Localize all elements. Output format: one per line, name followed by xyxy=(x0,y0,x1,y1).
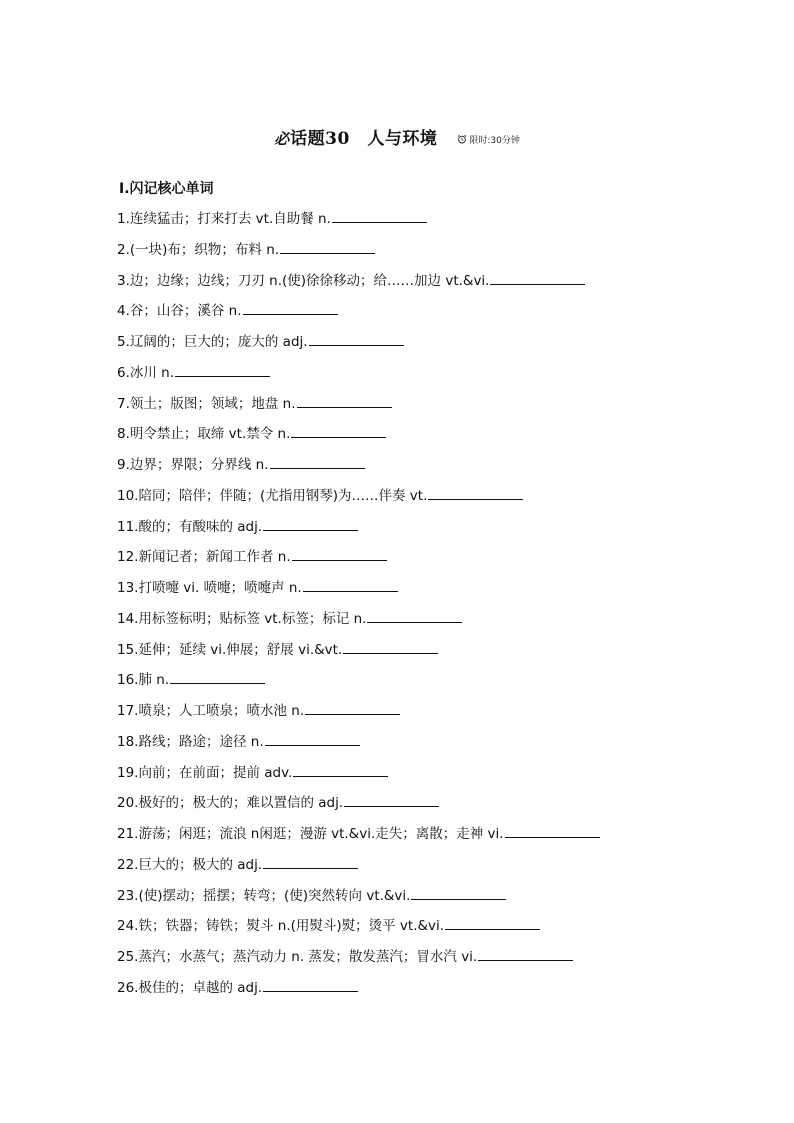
vocab-item xyxy=(117,450,600,481)
alarm-clock-icon xyxy=(457,134,467,144)
answer-blank[interactable] xyxy=(478,946,573,961)
answer-blank[interactable] xyxy=(265,731,360,746)
title-prefix-mark: 必 xyxy=(274,130,290,148)
vocab-item-text: 2.(一块)布；织物；布料 n. xyxy=(117,241,280,258)
vocab-item xyxy=(117,235,600,266)
vocab-item xyxy=(117,758,600,789)
vocab-item-text: 7.领土；版图；领域；地盘 n. xyxy=(117,395,296,412)
vocab-item xyxy=(117,881,600,912)
vocab-item xyxy=(117,911,600,942)
vocab-item xyxy=(117,635,600,666)
vocab-item-text: 21.游荡；闲逛；流浪 n闲逛；漫游 vt.&vi.走失；离散；走神 vi. xyxy=(117,826,504,842)
vocab-item xyxy=(117,942,600,973)
vocab-item xyxy=(117,696,600,727)
vocab-item xyxy=(117,973,600,1004)
vocab-item-text: 26.极佳的；卓越的 adj. xyxy=(117,979,263,996)
vocab-item-text: 18.路线；路途；途径 n. xyxy=(117,733,264,750)
answer-blank[interactable] xyxy=(343,639,438,654)
vocab-item-text: 5.辽阔的；巨大的；庞大的 adj. xyxy=(117,334,308,350)
vocab-item xyxy=(117,358,600,389)
answer-blank[interactable] xyxy=(428,485,523,500)
vocab-item-text: 8.明令禁止；取缔 vt.禁令 n. xyxy=(117,426,291,443)
answer-blank[interactable] xyxy=(309,331,404,346)
answer-blank[interactable] xyxy=(305,700,400,715)
vocab-item-text: 3.边；边缘；边线；刀刃 n.(使)徐徐移动；给……加边 vt.&vi. xyxy=(117,272,490,289)
section-title: Ⅰ.闪记核心单词 xyxy=(119,181,214,197)
vocab-item xyxy=(117,481,600,512)
vocab-item-text: 13.打喷嚏 vi. 喷嚏；喷嚏声 n. xyxy=(117,580,302,596)
vocab-item-text: 1.连续猛击；打来打去 vt.自助餐 n. xyxy=(117,211,331,227)
answer-blank[interactable] xyxy=(297,393,392,408)
answer-blank[interactable] xyxy=(411,885,506,900)
answer-blank[interactable] xyxy=(291,423,386,438)
answer-blank[interactable] xyxy=(303,577,398,592)
vocab-item-text: 4.谷；山谷；溪谷 n. xyxy=(117,303,242,320)
answer-blank[interactable] xyxy=(445,915,540,930)
page-title: 话题30 人与环境 xyxy=(290,129,438,149)
vocab-item xyxy=(117,665,600,696)
vocab-item-text: 11.酸的；有酸味的 adj. xyxy=(117,518,263,535)
answer-blank[interactable] xyxy=(332,208,427,223)
answer-blank[interactable] xyxy=(263,516,358,531)
vocab-item xyxy=(117,512,600,543)
vocab-item-text: 24.铁；铁器；铸铁；熨斗 n.(用熨斗)熨；烫平 vt.&vi. xyxy=(117,918,445,935)
vocab-item xyxy=(117,573,600,604)
vocab-item-text: 16.肺 n. xyxy=(117,672,170,689)
vocab-item xyxy=(117,389,600,420)
vocab-item-text: 25.蒸汽；水蒸气；蒸汽动力 n. 蒸发；散发蒸汽；冒水汽 vi. xyxy=(117,949,478,965)
vocab-item xyxy=(117,850,600,881)
vocab-item-text: 14.用标签标明；贴标签 vt.标签；标记 n. xyxy=(117,610,367,627)
vocab-item xyxy=(117,327,600,358)
vocab-item-text: 15.延伸；延续 vi.伸展；舒展 vi.&vt. xyxy=(117,641,343,658)
answer-blank[interactable] xyxy=(344,792,439,807)
vocab-item-text: 12.新闻记者；新闻工作者 n. xyxy=(117,549,291,566)
vocab-item xyxy=(117,727,600,758)
timer-label: 限时:30分钟 xyxy=(469,135,520,146)
answer-blank[interactable] xyxy=(270,454,365,469)
answer-blank[interactable] xyxy=(243,300,338,315)
vocab-item-text: 23.(使)摆动；摇摆；转弯；(使)突然转向 vt.&vi. xyxy=(117,887,411,904)
answer-blank[interactable] xyxy=(292,546,387,561)
answer-blank[interactable] xyxy=(175,362,270,377)
vocab-item xyxy=(117,419,600,450)
answer-blank[interactable] xyxy=(293,762,388,777)
vocab-item xyxy=(117,819,600,850)
vocab-item-text: 19.向前；在前面；提前 adv. xyxy=(117,764,293,781)
page-header xyxy=(0,124,794,149)
vocab-item xyxy=(117,604,600,635)
vocab-item-text: 9.边界；界限；分界线 n. xyxy=(117,457,269,473)
vocab-item xyxy=(117,204,600,235)
vocab-item xyxy=(117,266,600,297)
vocab-item xyxy=(117,296,600,327)
answer-blank[interactable] xyxy=(280,239,375,254)
vocab-item-text: 6.冰川 n. xyxy=(117,364,175,381)
answer-blank[interactable] xyxy=(505,823,600,838)
answer-blank[interactable] xyxy=(263,977,358,992)
answer-blank[interactable] xyxy=(263,854,358,869)
vocab-item xyxy=(117,788,600,819)
vocab-item-text: 20.极好的；极大的；难以置信的 adj. xyxy=(117,795,344,812)
vocab-item-text: 22.巨大的；极大的 adj. xyxy=(117,856,263,873)
vocab-item-text: 17.喷泉；人工喷泉；喷水池 n. xyxy=(117,703,305,719)
vocab-list xyxy=(117,204,600,1004)
vocab-item-text: 10.陪同；陪伴；伴随；(尤指用钢琴)为……伴奏 vt. xyxy=(117,487,428,504)
timer xyxy=(457,133,520,146)
answer-blank[interactable] xyxy=(490,270,585,285)
answer-blank[interactable] xyxy=(367,608,462,623)
answer-blank[interactable] xyxy=(170,669,265,684)
vocab-item xyxy=(117,542,600,573)
